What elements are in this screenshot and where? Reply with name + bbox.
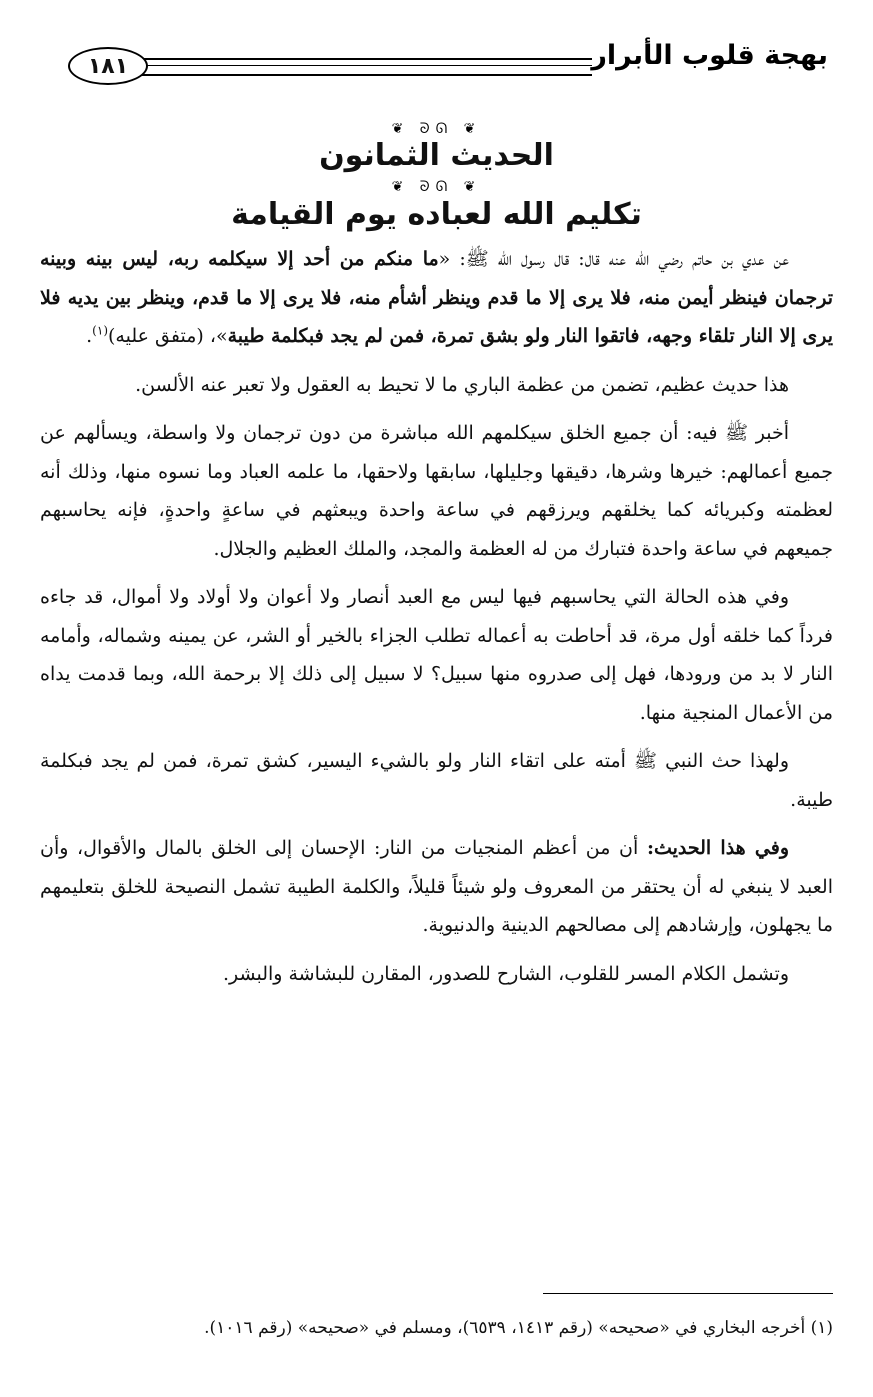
body-text bbox=[40, 240, 833, 1003]
hadith-text: ما منكم من أحد إلا سيكلمه ربه، ليس بينه وبينه ترجمان فينظر أيمن منه، فلا يرى إلا ما قدم وينظر أشأم منه، فلا يرى إلا ما قدم، وينظر بين يديه فلا يرى إلا النار تلقاء وجهه، فاتقوا النار ولو بشق تمرة، فمن لم يجد فبكلمة طيبة bbox=[40, 248, 833, 347]
paragraph-3: أخبر ﷺ فيه: أن جميع الخلق سيكلمهم الله مباشرة من دون ترجمان ولا واسطة، ويسألهم عن جميع أعمالهم: خيرها وشرها، دقيقها وجليلها، سابقها ولاحقها، ما علمه العباد وما نسوه منها، وذلك أنه لعظمته وكبريائه كما يخلقهم ويرزقهم في ساعة واحدة ويبعثهم في ساعةٍ واحدةٍ، فإنه يحاسبهم جميعهم في ساعة واحدة فتبارك من له العظمة والمجد، والملك العظيم والجلال. bbox=[40, 422, 833, 560]
hadith-source: »، (متفق عليه) bbox=[108, 325, 228, 347]
paragraph-6-text: أن من أعظم المنجيات من النار: الإحسان إلى الخلق بالمال والأقوال، وأن العبد لا ينبغي له أن يحتقر من المعروف ولو شيئاً قليلاً، والكلمة الطيبة تشمل النصيحة للخلق بتعليمهم ما يجهلون، وإرشادهم إلى مصالحهم الدينية والدنيوية. bbox=[40, 837, 833, 936]
paragraph-hadith bbox=[40, 240, 833, 356]
paragraph-7: وتشمل الكلام المسر للقلوب، الشارح للصدور، المقارن للبشاشة والبشر. bbox=[222, 962, 789, 985]
ornament-swirl-icon: ❦ ᘐᘏ ❦ bbox=[391, 121, 482, 137]
header-rule bbox=[138, 58, 592, 76]
footnote-divider bbox=[543, 1293, 833, 1294]
chapter-titles bbox=[0, 118, 873, 236]
paragraph-4: وفي هذه الحالة التي يحاسبهم فيها ليس مع العبد أنصار ولا أعوان ولا أولاد ولا أموال، قد جاءه فرداً كما خلقه أول مرة، قد أحاطت به أعماله تطلب الجزاء بالخير أو الشر، عن يمينه وشماله، وأمامه النار لا بد من ورودها، فهل إلى صدروه منها سبيل؟ لا سبيل إلى ذلك إلا برحمة الله، وبما قدمت يداه من الأعمال المنجية منها. bbox=[40, 586, 833, 724]
footnote: (١) أخرجه البخاري في «صحيحه» (رقم ١٤١٣، ٦٥٣٩)، ومسلم في «صحيحه» (رقم ١٠١٦). bbox=[204, 1318, 833, 1338]
page-number-oval bbox=[68, 47, 148, 85]
paragraph-6 bbox=[40, 829, 833, 945]
paragraph-2: هذا حديث عظيم، تضمن من عظمة الباري ما لا تحيط به العقول ولا تعبر عنه الألسن. bbox=[135, 373, 789, 396]
book-title: بهجة قلوب الأبرار bbox=[591, 40, 828, 71]
hadith-intro: عن عدي بن حاتم رضي الله عنه قال: قال رسول الله ﷺ: « bbox=[438, 248, 789, 270]
paragraph-6-lead: وفي هذا الحديث: bbox=[646, 837, 790, 859]
footnote-ref[interactable]: (١) bbox=[92, 323, 108, 338]
hadith-subject-title: تكليم الله لعباده يوم القيامة bbox=[231, 197, 642, 232]
ornament-middle bbox=[0, 176, 873, 194]
ornament-swirl-icon: ❦ ᘐᘏ ❦ bbox=[391, 179, 482, 195]
hadith-end: . bbox=[86, 325, 93, 347]
page-number: ١٨١ bbox=[87, 53, 129, 79]
ornament-top bbox=[0, 118, 873, 136]
hadith-number-title: الحديث الثمانون bbox=[319, 138, 554, 173]
running-header bbox=[60, 36, 828, 94]
paragraph-5: ولهذا حث النبي ﷺ أمته على اتقاء النار ولو بالشيء اليسير، كشق تمرة، فمن لم يجد فبكلمة طيبة. bbox=[40, 750, 833, 811]
